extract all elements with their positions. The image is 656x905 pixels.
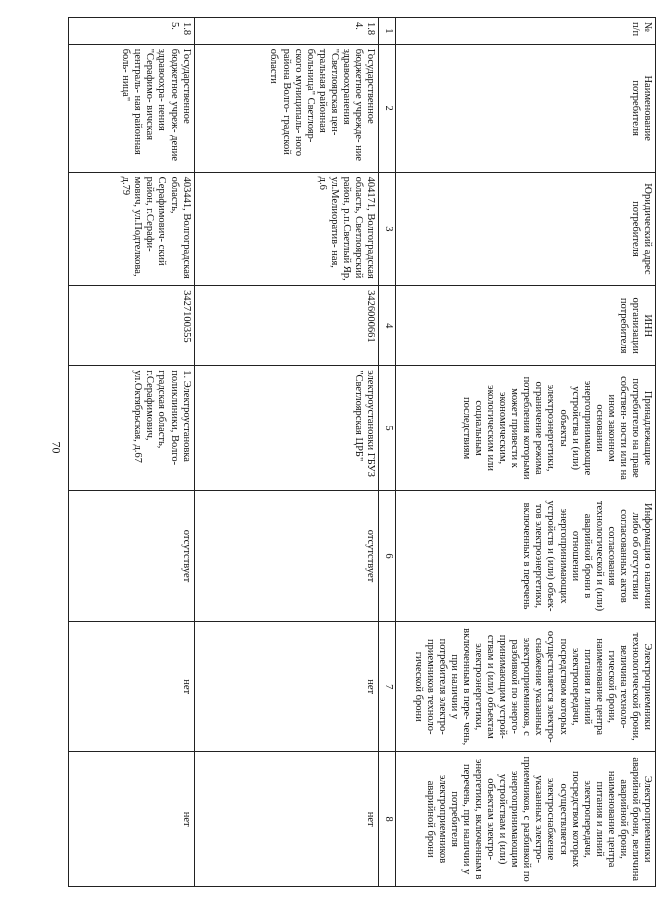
row-emergency-reserve: нет bbox=[69, 752, 195, 887]
row-acts: отсутствует bbox=[194, 490, 378, 621]
column-number: 7 bbox=[379, 622, 396, 752]
row-num: 1.84. bbox=[194, 18, 378, 45]
column-number: 5 bbox=[379, 366, 396, 491]
column-number: 2 bbox=[379, 44, 396, 172]
column-number: 1 bbox=[379, 18, 396, 45]
column-number-row bbox=[379, 18, 396, 887]
row-devices: электроустановки ГБУЗ "Светлоярская ЦРБ" bbox=[194, 366, 378, 491]
row-acts: отсутствует bbox=[69, 490, 195, 621]
table-row bbox=[69, 18, 195, 887]
column-number: 4 bbox=[379, 286, 396, 366]
header-inn: ИНН организации потребителя bbox=[396, 286, 656, 366]
header-emergency-reserve: Электроприемники аварийной брони, величина аварийной брони, наименование центра питания и линий электропередачи, посредством которых осуществляется электроснабжение указанных электро- приемников, с разбивкой по энергопринимающим устройствам и (или) объектам электро- энергетики, включенным в перечень, при наличии у потребителя электроприемников аварийной брони bbox=[396, 752, 656, 887]
row-inn: 3427100355 bbox=[69, 286, 195, 366]
column-number: 3 bbox=[379, 172, 396, 285]
header-row bbox=[396, 18, 656, 887]
row-num: 1.85. bbox=[69, 18, 195, 45]
row-inn: 3426000661 bbox=[194, 286, 378, 366]
column-number: 6 bbox=[379, 490, 396, 621]
row-consumer-name: Государственное бюджетное учрежде- ние здравоохранения "Светлоярская цен- тральная районная больница" Светлояр- ского муниципаль- ного района Волго- градской области bbox=[194, 44, 378, 172]
page-number: 70 bbox=[49, 441, 64, 454]
row-emergency-reserve: нет bbox=[194, 752, 378, 887]
consumer-table bbox=[68, 17, 656, 887]
header-name: Наименование потребителя bbox=[396, 44, 656, 172]
row-tech-reserve: нет bbox=[69, 622, 195, 752]
row-address: 404171, Волгоградская область, Светлоярский район, р.п.Светлый Яр, ул.Мелиоратив- ная, д.6 bbox=[194, 172, 378, 285]
row-address: 403441, Волгоградская область, Серафимович- ский район, г.Серафи- мович, ул.Подтелкова, д.79 bbox=[69, 172, 195, 285]
header-num: № п/п bbox=[396, 18, 656, 45]
header-address: Юридический адрес потребителя bbox=[396, 172, 656, 285]
table-row bbox=[194, 18, 378, 887]
row-devices: 1. Электроустановка поликлиники, Волго- градская область, г.Серафимович, ул.Октябрьская, д.67 bbox=[69, 366, 195, 491]
rotated-table-container bbox=[68, 17, 656, 887]
column-number: 8 bbox=[379, 752, 396, 887]
header-tech-reserve: Электроприемники технологической брони, величина техноло- гической брони, наименование центра питания и линий электропередачи, посредством которых осуществляется электро- снабжение указанных электроприемников, с разбивкой по энерго- принимающим устрой- ствам и (или) объектам электроэнергетики, включенным в пере- чень, при наличии у потребителя электро- приемников техноло- гической брони bbox=[396, 622, 656, 752]
row-tech-reserve: нет bbox=[194, 622, 378, 752]
row-consumer-name: Государственное бюджетное учреж- дение здравоохра- нения "Серафимо- вичская централь- ная районная боль- ница" bbox=[69, 44, 195, 172]
header-devices: Принадлежащие потребителю на праве собствен- ности или на ином законном основании энергопринимающие устройства и (или) объекты электроэнергетики, ограничение режима потребления которыми может привести к экономическим, экологическим или социальным последствиям bbox=[396, 366, 656, 491]
header-acts: Информация о наличии либо об отсутствии согласованных актов согласования технологической и (или) аварийной брони в отношении энергопринимающих устройств и (или) объек- тов электроэнергетики, включенных в перечень bbox=[396, 490, 656, 621]
